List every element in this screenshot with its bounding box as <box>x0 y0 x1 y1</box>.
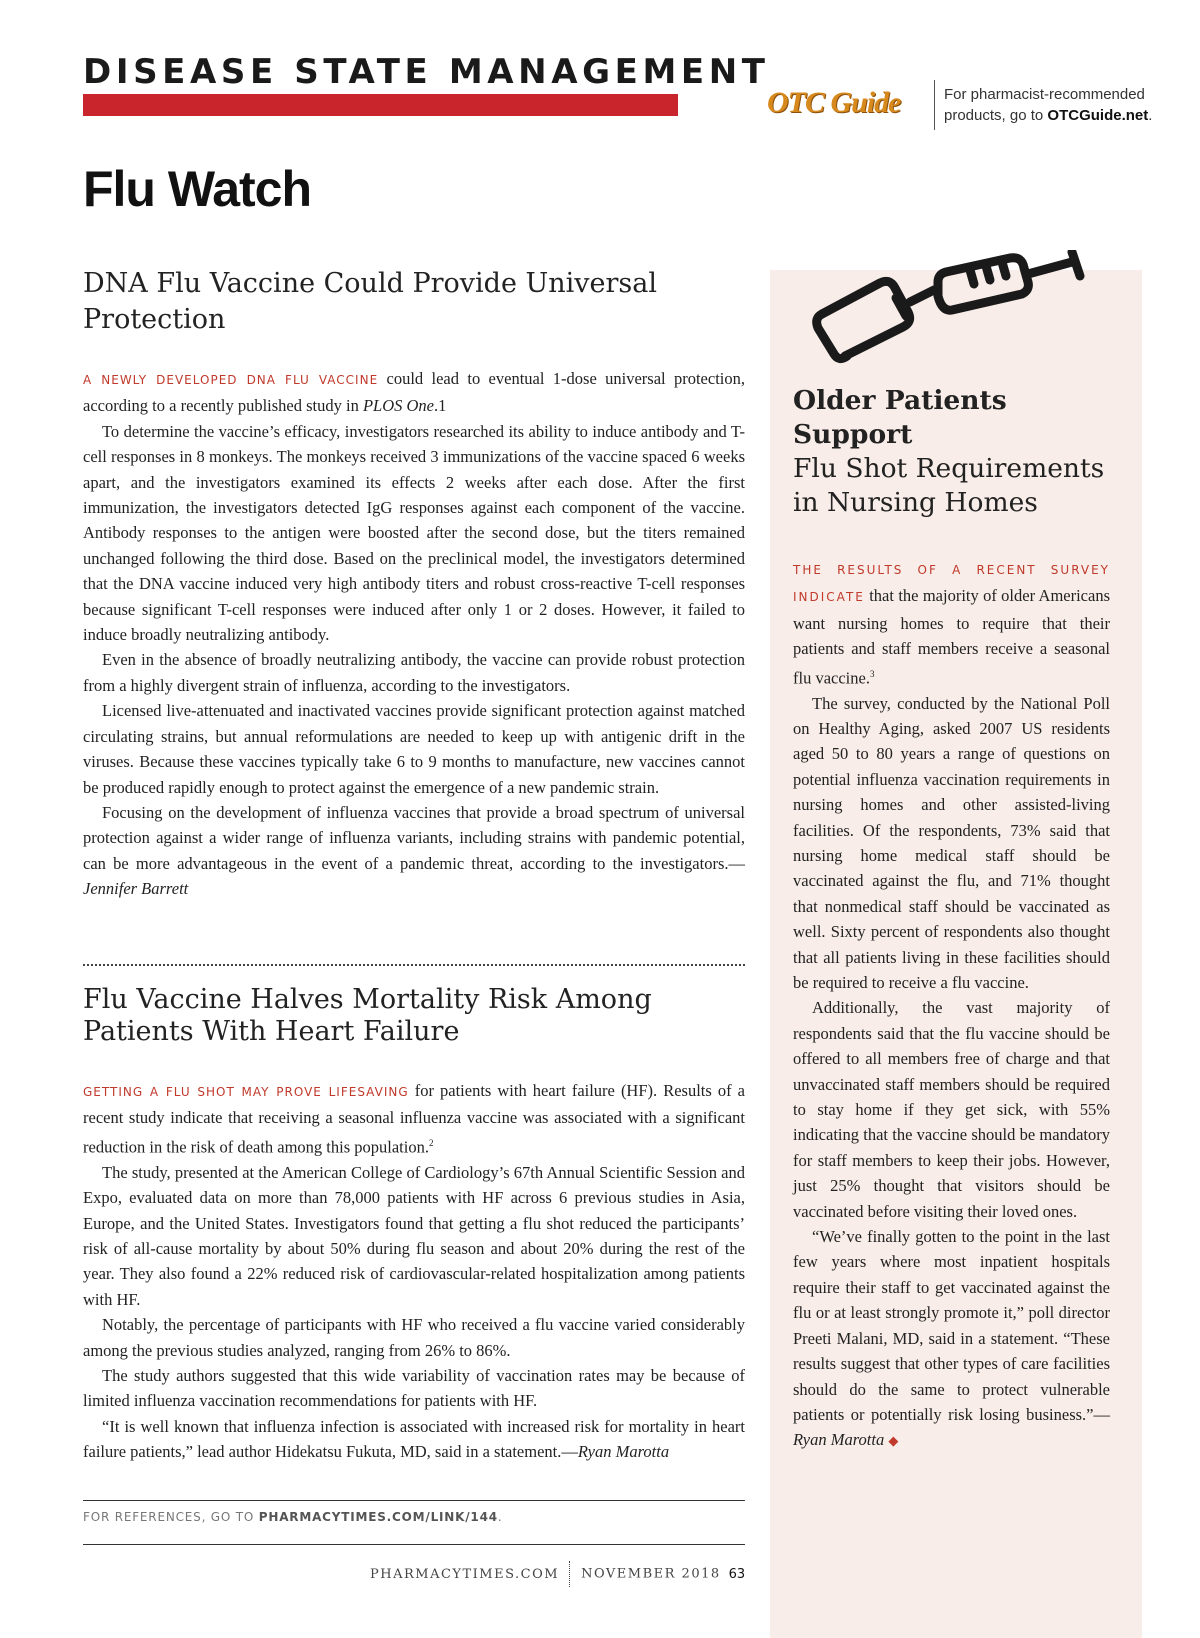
footer-issue: NOVEMBER 2018 <box>581 1566 721 1582</box>
otc-link[interactable]: OTCGuide.net <box>1047 107 1149 124</box>
footer-site[interactable]: PHARMACYTIMES.COM <box>370 1566 560 1582</box>
syringe-icon <box>810 250 1100 370</box>
article-dna-vaccine <box>83 266 745 902</box>
lead-text: for patients with heart failure (HF). Results of a recent study indicate that receiving a seasonal influenza vaccine was associated with a significant reduction in the risk of death among this population. <box>83 1081 745 1157</box>
paragraph: Notably, the percentage of participants with HF who received a flu vaccine varied considerably among the previous studies analyzed, ranging from 26% to 86%. <box>83 1315 745 1360</box>
rule <box>83 1544 745 1545</box>
paragraph <box>793 1224 1110 1454</box>
lead-caps: GETTING A FLU SHOT MAY PROVE LIFESAVING <box>83 1085 409 1099</box>
paragraph: The study, presented at the American College of Cardiology’s 67th Annual Scientific Session and Expo, evaluated data on more than 78,000 patients with HF across 6 previous studies in Asia, Europe, and the United States. Investigators found that getting a flu shot reduced the participants’ risk of all-cause mortality by about 50% during flu season and about 20% during the rest of the year. They also found a 22% reduced risk of cardiovascular-related hospitalization among patients with HF. <box>83 1162 745 1309</box>
author-byline: Jennifer Barrett <box>83 879 189 899</box>
sidebar-title-bold: Older Patients Support <box>793 385 1007 450</box>
references-suffix: . <box>497 1510 503 1524</box>
lead-caps: THE RESULTS OF A RECENT SURVEY INDICATE <box>793 563 1110 605</box>
paragraph: Additionally, the vast majority of respondents said that the flu vaccine should be offered to all members free of charge and that unvaccinated staff members should be required to stay home if they get sick, with 55% indicating that the vaccine should be mandatory for staff members to keep their jobs. However, just 25% thought that visitors should be vaccinated before visiting their loved ones. <box>793 998 1110 1221</box>
paragraph: The study authors suggested that this wide variability of vaccination rates may be because of limited influenza vaccination recommendations for patients with HF. <box>83 1365 745 1411</box>
section-label: DISEASE STATE MANAGEMENT <box>83 52 770 92</box>
article-body <box>83 1078 745 1465</box>
sidebar-title-rest: Flu Shot Requirements in Nursing Homes <box>793 453 1105 518</box>
paragraph-text: “We’ve finally gotten to the point in the last few years where most inpatient hospitals require their staff to get vaccinated against the flu or at least strongly promote it,” poll director Preeti Malani, MD, said in a statement. “These results suggest that other types of care facilities should do the same to protect vulnerable patients or potentially risk losing business.”— <box>793 1227 1110 1424</box>
ref-marker: 2 <box>428 1137 434 1148</box>
ref-marker: 3 <box>869 668 875 679</box>
paragraph <box>83 800 745 902</box>
page-footer <box>370 1561 750 1587</box>
article-title: Flu Vaccine Halves Mortality Risk Among Patients With Heart Failure <box>83 984 652 1047</box>
otc-guide-logo[interactable]: OTC Guide <box>767 86 901 119</box>
lead-caps: A NEWLY DEVELOPED DNA FLU VACCINE <box>83 373 379 387</box>
page-number: 63 <box>728 1566 746 1582</box>
article-heart-failure <box>83 984 745 1465</box>
lead-paragraph <box>793 556 1110 691</box>
lead-text: could lead to eventual 1-dose universal protection, according to a recently published study in <box>83 369 745 416</box>
author-byline: Ryan Marotta <box>793 1430 885 1450</box>
lead-paragraph <box>83 366 745 419</box>
rule <box>83 1500 745 1501</box>
article-divider <box>83 964 745 966</box>
page-title: Flu Watch <box>83 161 312 217</box>
author-byline: Ryan Marotta <box>577 1442 670 1462</box>
end-mark-icon: ◆ <box>888 1433 899 1449</box>
article-body <box>83 366 745 902</box>
sidebar-title <box>793 384 1110 520</box>
paragraph: The survey, conducted by the National Poll on Healthy Aging, asked 2007 US residents aged 50 to 80 years a range of questions on potential influenza vaccination requirements in nursing homes and other assisted-living facilities. Of the respondents, 73% said that nursing home medical staff should be vaccinated against the flu, and 71% thought that nonmedical staff should be vaccinated as well. Sixty percent of respondents also thought that all patients living in these facilities should be required to receive a flu vaccine. <box>793 693 1110 992</box>
lead-text: that the majority of older Americans want nursing homes to require that their patients and staff members receive a seasonal flu vaccine. <box>793 586 1110 688</box>
divider <box>934 80 935 130</box>
references-note <box>83 1510 503 1524</box>
paragraph-text: “It is well known that influenza infection is associated with increased risk for mortality in heart failure patients,” lead author Hidekatsu Fukuta, MD, said in a statement.— <box>83 1416 745 1462</box>
paragraph: Licensed live-attenuated and inactivated vaccines provide significant protection against matched circulating strains, but annual reformulations are needed to keep up with antigenic drift in the viruses. Because these vaccines typically take 6 to 9 months to manufacture, new vaccines cannot be produced rapidly enough to protect against the emergence of a new pandemic strain. <box>83 701 745 797</box>
otc-note: For pharmacist-recommended products, go to OTCGuide.net. <box>944 86 1153 124</box>
journal-name: PLOS One <box>362 396 435 416</box>
sidebar-article <box>793 384 1110 1454</box>
paragraph <box>83 1414 745 1465</box>
ref-marker: .1 <box>434 396 447 416</box>
references-prefix: FOR REFERENCES, GO TO <box>83 1510 259 1524</box>
paragraph: Even in the absence of broadly neutralizing antibody, the vaccine can provide robust protection from a highly divergent strain of influenza, according to the investigators. <box>83 650 745 695</box>
lead-paragraph <box>83 1078 745 1160</box>
article-title: DNA Flu Vaccine Could Provide Universal Protection <box>83 268 658 335</box>
section-bar <box>83 94 678 116</box>
footer-separator <box>569 1561 571 1587</box>
paragraph-text: Focusing on the development of influenza vaccines that provide a broad spectrum of universal protection against a wider range of influenza variants, including strains with pandemic potential, can be more advantageous in the event of a pandemic threat, according to the investigators.— <box>83 802 745 873</box>
references-link[interactable]: PHARMACYTIMES.COM/LINK/144 <box>258 1510 498 1524</box>
paragraph: To determine the vaccine’s efficacy, investigators researched its ability to induce antibody and T-cell responses in 8 monkeys. The monkeys received 3 immunizations of the vaccine spaced 6 weeks apart, and the investigators examined its effects 2 weeks after each dose. After the first immunization, the investigators detected IgG responses against each component of the vaccine. Antibody responses to the antigen were boosted after the second dose, but the titers remained unchanged following the third dose. Based on the preclinical model, the investigators determined that the DNA vaccine induced very high antibody titers and robust cross-reactive T-cell responses because significant T-cell responses were induced after only 1 or 2 doses. However, it failed to induce broadly neutralizing antibody. <box>83 421 745 645</box>
otc-note-text: For pharmacist-recommended products, go to <box>944 86 1145 124</box>
